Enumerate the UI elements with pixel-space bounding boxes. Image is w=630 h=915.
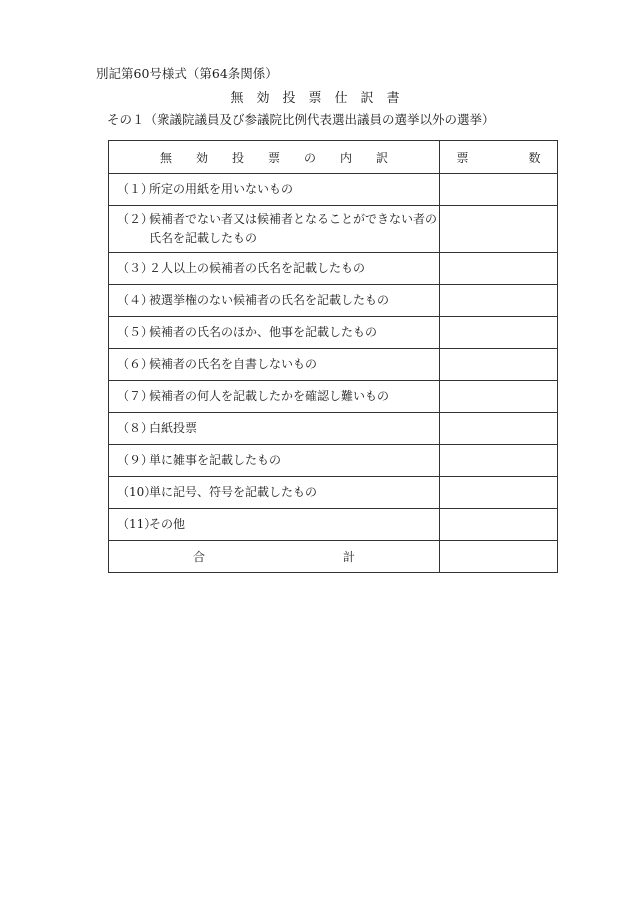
row-description: 候補者の氏名のほか、他事を記載したもの [149, 325, 378, 339]
vote-count-cell[interactable] [440, 509, 558, 541]
table-row [109, 413, 558, 445]
row-description: その他 [149, 517, 186, 531]
row-number: （７） [117, 389, 154, 403]
vote-count-cell[interactable] [440, 253, 558, 285]
vote-count-cell[interactable] [440, 206, 558, 253]
row-number: （１） [117, 182, 154, 196]
form-reference: 別記第60号様式（第64条関係） [96, 66, 278, 81]
table-row [109, 206, 558, 253]
row-number: （６） [117, 357, 154, 371]
table-header-row [109, 141, 558, 174]
table-row [109, 349, 558, 381]
row-number: （９） [117, 453, 154, 467]
row-number: （10） [117, 485, 157, 499]
invalid-votes-table [108, 140, 558, 573]
table-row [109, 509, 558, 541]
table-row [109, 445, 558, 477]
row-description: 候補者の何人を記載したかを確認し難いもの [149, 389, 390, 403]
row-description: 単に記号、符号を記載したもの [149, 485, 318, 499]
vote-count-cell[interactable] [440, 349, 558, 381]
total-label-left: 合 [193, 550, 206, 564]
vote-count-cell[interactable] [440, 477, 558, 509]
table-row [109, 285, 558, 317]
vote-count-cell[interactable] [440, 285, 558, 317]
header-breakdown: 無 効 投 票 の 内 訳 [109, 141, 440, 174]
row-description: 被選挙権のない候補者の氏名を記載したもの [149, 293, 390, 307]
total-label-right: 計 [342, 550, 355, 564]
row-number: （８） [117, 421, 154, 435]
row-number: （５） [117, 325, 154, 339]
vote-count-cell[interactable] [440, 381, 558, 413]
row-number: （４） [117, 293, 154, 307]
vote-count-cell[interactable] [440, 413, 558, 445]
total-count-cell[interactable] [440, 541, 558, 573]
row-number: （３） [117, 261, 154, 275]
document-subtitle: その１（衆議院議員及び参議院比例代表選出議員の選挙以外の選挙） [107, 112, 495, 127]
header-vote-count: 票 数 [440, 141, 558, 174]
row-number: （２） [117, 212, 154, 226]
table-row [109, 317, 558, 349]
row-number: （11） [117, 517, 157, 531]
vote-count-cell[interactable] [440, 445, 558, 477]
row-description: 候補者の氏名を自書しないもの [149, 357, 318, 371]
row-description: 候補者でない者又は候補者となることができない者の氏名を記載したもの [149, 212, 438, 245]
row-description: ２人以上の候補者の氏名を記載したもの [149, 261, 366, 275]
document-title: 無 効 投 票 仕 訳 書 [230, 91, 400, 106]
total-row [109, 541, 558, 573]
table-row [109, 174, 558, 206]
row-description: 白紙投票 [149, 421, 198, 435]
row-description: 単に雑事を記載したもの [149, 453, 282, 467]
row-description: 所定の用紙を用いないもの [149, 182, 294, 196]
table-row [109, 253, 558, 285]
vote-count-cell[interactable] [440, 174, 558, 206]
table-row [109, 477, 558, 509]
table-row [109, 381, 558, 413]
vote-count-cell[interactable] [440, 317, 558, 349]
